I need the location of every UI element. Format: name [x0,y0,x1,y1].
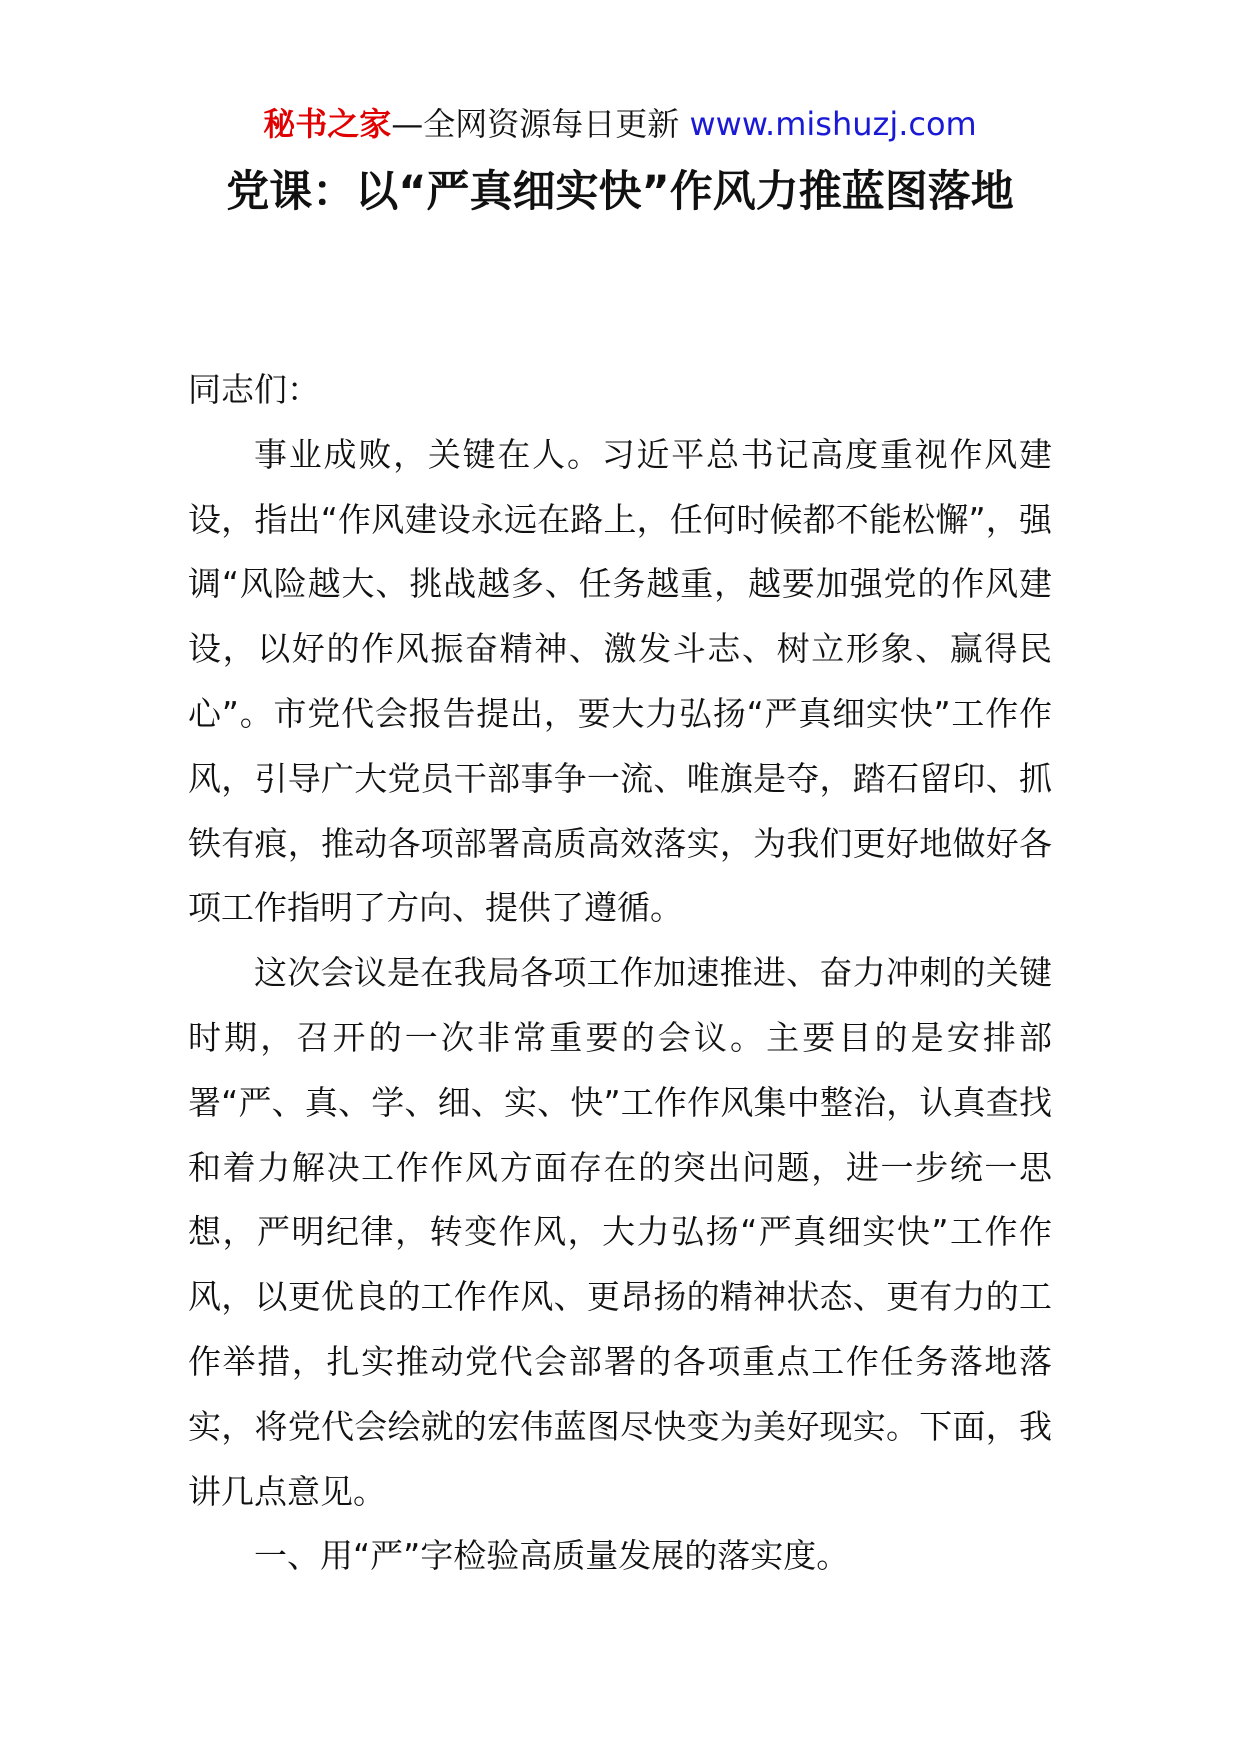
brand-name: 秘书之家 [263,105,392,143]
site-header [0,102,1240,146]
paragraph: 事业成败，关键在人。习近平总书记高度重视作风建设，指出“作风建设永远在路上，任何时候都不能松懈”，强调“风险越大、挑战越多、任务越重，越要加强党的作风建设，以好的作风振奋精神、激发斗志、树立形象、赢得民心”。市党代会报告提出，要大力弘扬“严真细实快”工作作风，引导广大党员干部事争一流、唯旗是夺，踏石留印、抓铁有痕，推动各项部署高质高效落实，为我们更好地做好各项工作指明了方向、提供了遵循。 [188,434,1052,928]
document-title: 党课：以“严真细实快”作风力推蓝图落地 [226,167,1014,217]
header-tagline: —全网资源每日更新 [391,105,690,143]
section-heading: 一、用“严”字检验高质量发展的落实度。 [254,1536,850,1576]
paragraph: 这次会议是在我局各项工作加速推进、奋力冲刺的关键时期，召开的一次非常重要的会议。主要目的是安排部署“严、真、学、细、实、快”工作作风集中整治，认真查找和着力解决工作作风方面存在的突出问题，进一步统一思想，严明纪律，转变作风，大力弘扬“严真细实快”工作作风，以更优良的工作作风、更昂扬的精神状态、更有力的工作举措，扎实推动党代会部署的各项重点工作任务落地落实，将党代会绘就的宏伟蓝图尽快变为美好现实。下面，我讲几点意见。 [188,953,1052,1511]
salutation: 同志们： [188,370,320,409]
site-url: www.mishuzj.com [689,105,977,143]
document-body [188,358,1052,1589]
